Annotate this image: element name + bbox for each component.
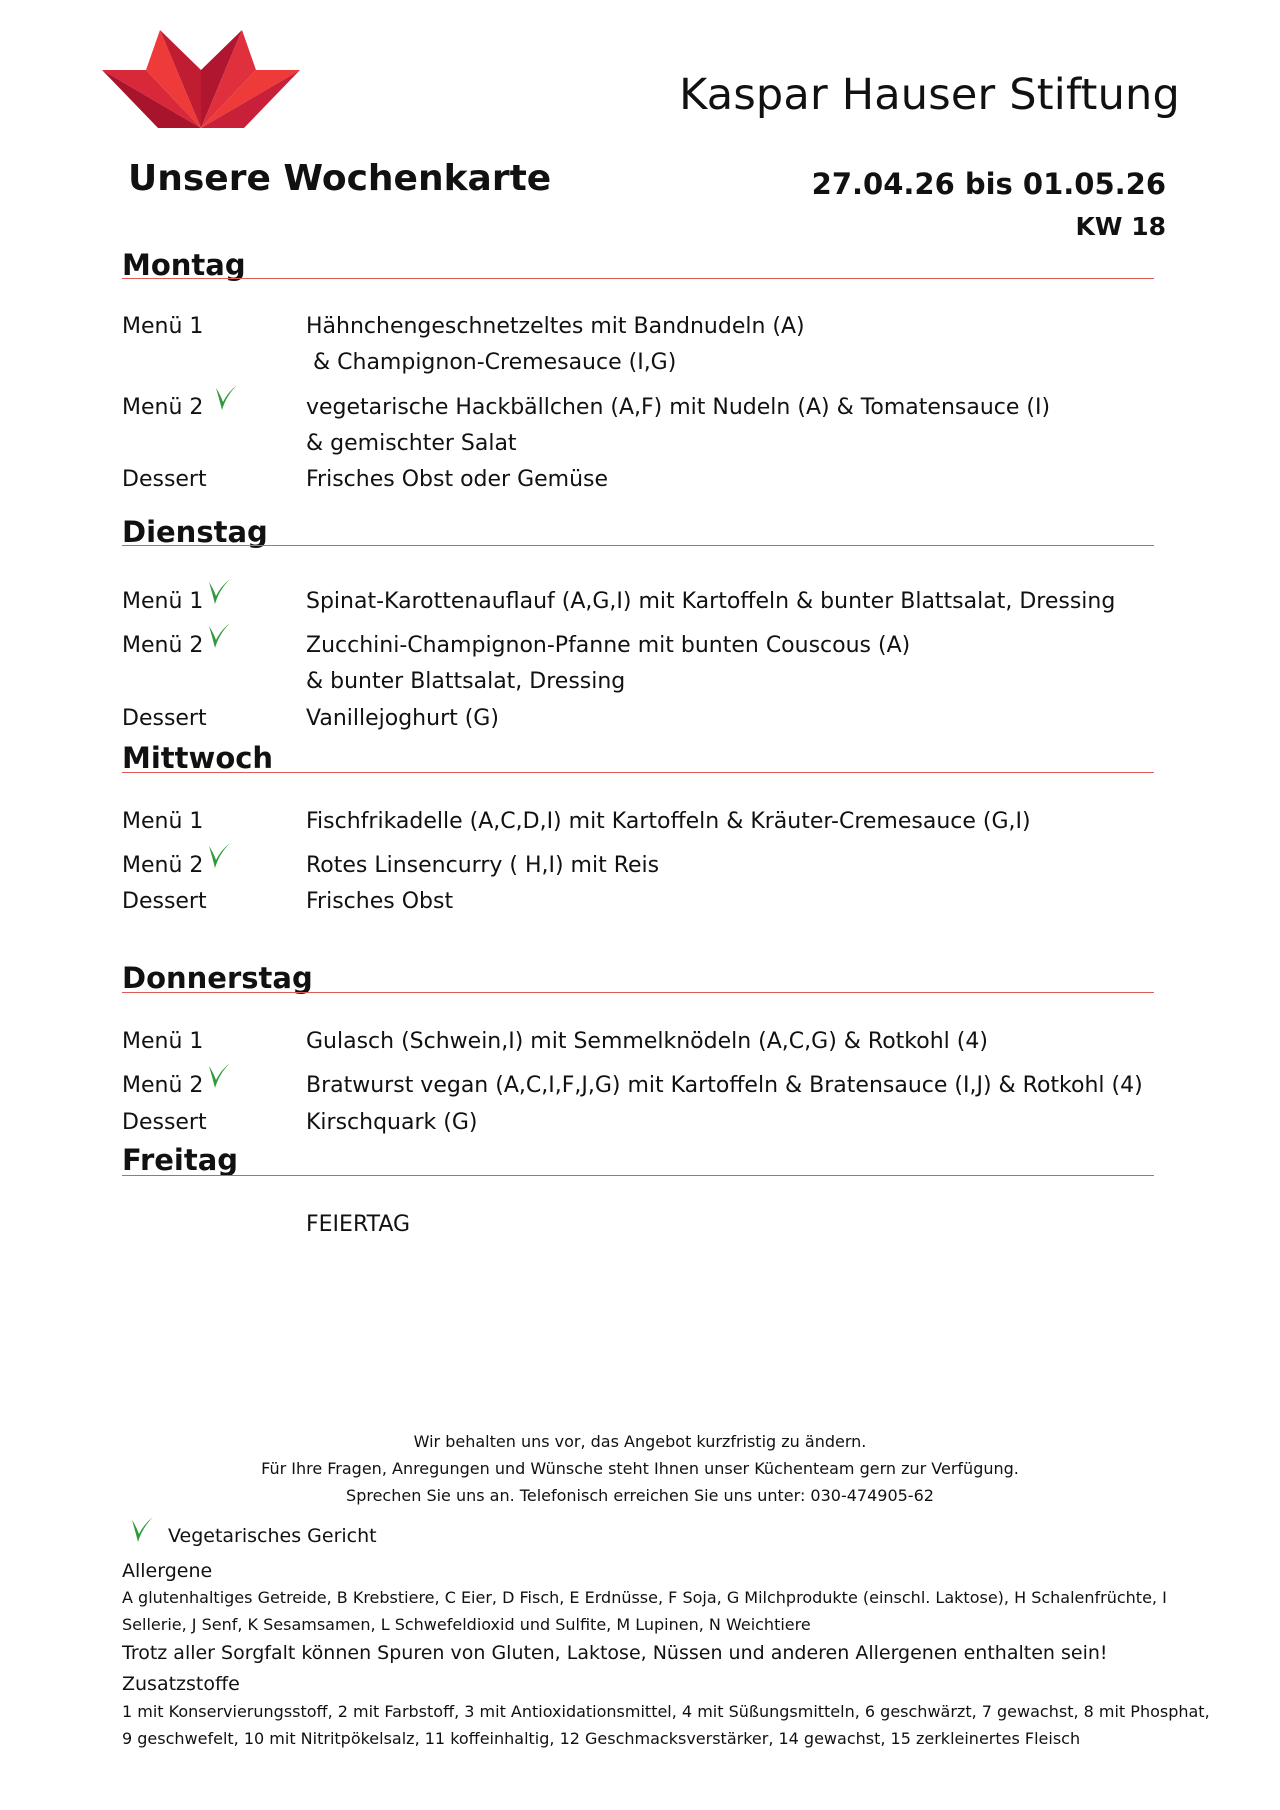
dessert-label: Dessert [122, 889, 207, 914]
vegetarian-leaf-icon [203, 1060, 233, 1092]
allergens-title: Allergene [122, 1560, 213, 1582]
day-heading-donnerstag: Donnerstag [122, 961, 313, 995]
day-divider [122, 278, 1154, 279]
menu-label: Menü 2 [122, 395, 204, 420]
dessert-text: Vanillejoghurt (G) [306, 706, 499, 731]
traces-warning: Trotz aller Sorgfalt können Spuren von Gluten, Laktose, Nüssen und anderen Allergenen enthalten sein! [122, 1642, 1108, 1664]
footer-notice: Sprechen Sie uns an. Telefonisch erreichen Sie uns unter: 030-474905-62 [346, 1486, 934, 1505]
vegetarian-leaf-icon [203, 620, 233, 652]
footer-notice: Für Ihre Fragen, Anregungen und Wünsche steht Ihnen unser Küchenteam gern zur Verfügung. [261, 1459, 1019, 1478]
menu-label: Menü 2 [122, 853, 204, 878]
allergens-line: Sellerie, J Senf, K Sesamsamen, L Schwefeldioxid und Sulfite, M Lupinen, N Weichtiere [122, 1615, 811, 1634]
menu-text: & gemischter Salat [306, 431, 517, 456]
day-divider [122, 1175, 1154, 1176]
page-title: Unsere Wochenkarte [128, 158, 552, 199]
menu-text: Zucchini-Champignon-Pfanne mit bunten Couscous (A) [306, 633, 911, 658]
dessert-text: Frisches Obst oder Gemüse [306, 467, 609, 492]
allergens-line: A glutenhaltiges Getreide, B Krebstiere, C Eier, D Fisch, E Erdnüsse, F Soja, G Milchprodukte (einschl. Laktose), H Schalenfrüchte, I [122, 1588, 1167, 1607]
vegetarian-leaf-icon [203, 840, 233, 872]
menu-text: vegetarische Hackbällchen (A,F) mit Nudeln (A) & Tomatensauce (I) [306, 395, 1051, 420]
vegetarian-leaf-icon [203, 576, 233, 608]
menu-label: Menü 1 [122, 1029, 204, 1054]
menu-label: Menü 1 [122, 809, 204, 834]
dessert-label: Dessert [122, 1110, 207, 1135]
holiday-text: FEIERTAG [306, 1212, 411, 1237]
menu-text: Gulasch (Schwein,I) mit Semmelknödeln (A,C,G) & Rotkohl (4) [306, 1029, 988, 1054]
date-range: 27.04.26 bis 01.05.26 [811, 167, 1166, 201]
legend-vegetarian: Vegetarisches Gericht [168, 1525, 377, 1547]
menu-label: Menü 1 [122, 589, 204, 614]
menu-text: & Champignon-Cremesauce (I,G) [306, 350, 677, 375]
menu-label: Menü 2 [122, 633, 204, 658]
footer-notice: Wir behalten uns vor, das Angebot kurzfristig zu ändern. [413, 1432, 867, 1451]
additives-line: 9 geschwefelt, 10 mit Nitritpökelsalz, 11 koffeinhaltig, 12 Geschmacksverstärker, 14 gewachst, 15 zerkleinertes Fleisch [122, 1729, 1081, 1748]
menu-text: Bratwurst vegan (A,C,I,F,J,G) mit Kartoffeln & Bratensauce (I,J) & Rotkohl (4) [306, 1073, 1143, 1098]
day-divider [122, 772, 1154, 773]
day-divider [122, 545, 1154, 546]
day-heading-freitag: Freitag [122, 1143, 239, 1177]
day-heading-mittwoch: Mittwoch [122, 741, 274, 775]
dessert-label: Dessert [122, 467, 207, 492]
menu-text: Rotes Linsencurry ( H,I) mit Reis [306, 853, 660, 878]
organization-name: Kaspar Hauser Stiftung [679, 70, 1180, 120]
calendar-week: KW 18 [1075, 212, 1166, 241]
menu-label: Menü 1 [122, 314, 204, 339]
dessert-text: Frisches Obst [306, 889, 454, 914]
kaspar-hauser-logo [98, 30, 304, 130]
vegetarian-leaf-icon [126, 1514, 156, 1546]
menu-text: Hähnchengeschnetzeltes mit Bandnudeln (A) [306, 314, 805, 339]
additives-line: 1 mit Konservierungsstoff, 2 mit Farbstoff, 3 mit Antioxidationsmittel, 4 mit Süßungsmitteln, 6 geschwärzt, 7 gewachst, 8 mit Phosphat, [122, 1702, 1210, 1721]
menu-text: & bunter Blattsalat, Dressing [306, 669, 626, 694]
menu-label: Menü 2 [122, 1073, 204, 1098]
day-heading-montag: Montag [122, 248, 246, 282]
menu-text: Fischfrikadelle (A,C,D,I) mit Kartoffeln & Kräuter-Cremesauce (G,I) [306, 809, 1031, 834]
menu-text: Spinat-Karottenauflauf (A,G,I) mit Kartoffeln & bunter Blattsalat, Dressing [306, 589, 1116, 614]
additives-title: Zusatzstoffe [122, 1673, 240, 1695]
day-heading-dienstag: Dienstag [122, 515, 268, 549]
dessert-label: Dessert [122, 706, 207, 731]
day-divider [122, 992, 1154, 993]
dessert-text: Kirschquark (G) [306, 1110, 478, 1135]
vegetarian-leaf-icon [210, 382, 240, 414]
